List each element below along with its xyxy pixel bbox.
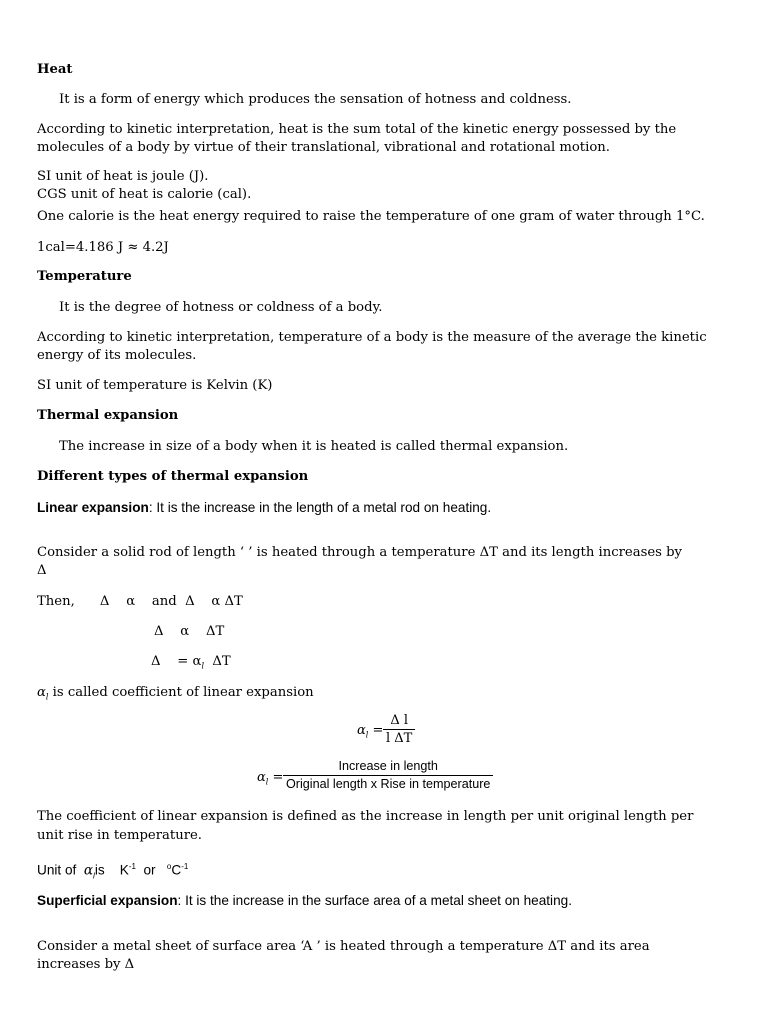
unit-prefix: Unit of	[37, 862, 84, 878]
heat-cgs-unit: CGS unit of heat is calorie (cal).	[37, 187, 252, 202]
linear-equation	[151, 653, 231, 676]
calorie-conversion: 1cal=4.186 J ≈ 4.2J	[37, 240, 169, 255]
alpha-subscript: l	[201, 661, 205, 671]
coefficient-statement	[37, 684, 314, 707]
fraction-2-lhs	[257, 770, 283, 787]
unit-kelvin: is K	[94, 862, 129, 878]
linear-expansion-definition	[37, 499, 491, 517]
alpha-subscript: l	[93, 871, 95, 881]
linear-equation-rhs: ΔT	[204, 654, 231, 669]
coefficient-unit	[37, 858, 188, 885]
unit-celsius-exponent: -1	[181, 862, 189, 871]
temperature-definition: It is the degree of hotness or coldness of a body.	[59, 300, 383, 315]
degree-symbol: o	[166, 862, 172, 871]
alpha-subscript: l	[265, 777, 269, 787]
fraction-numerator: Δ l	[390, 713, 409, 728]
linear-consider-line-1: Consider a solid rod of length ‘ ’ is heated through a temperature ΔT and its length increases by	[37, 545, 682, 560]
unit-kelvin-exponent: -1	[128, 862, 136, 871]
fraction-1-lhs	[357, 723, 383, 740]
superficial-consider-line-1: Consider a metal sheet of surface area ‘A ’ is heated through a temperature ΔT and its area	[37, 939, 650, 954]
word-fraction-denominator: Original length x Rise in temperature	[283, 775, 493, 793]
thermal-expansion-definition: The increase in size of a body when it is heated is called thermal expansion.	[59, 439, 569, 454]
heading-temperature: Temperature	[37, 269, 132, 284]
proportionality-line: Then, Δ α and Δ α ΔT	[37, 594, 243, 609]
superficial-expansion-text: : It is the increase in the surface area of a metal sheet on heating.	[177, 893, 572, 908]
equals-sign: =	[368, 723, 384, 738]
alpha-symbol: α	[257, 770, 266, 785]
calorie-definition: One calorie is the heat energy required to raise the temperature of one gram of water through 1°C.	[37, 209, 705, 224]
heat-si-unit: SI unit of heat is joule (J).	[37, 169, 209, 184]
superficial-consider-line-2: increases by Δ	[37, 957, 135, 972]
coefficient-definition-line-2: unit rise in temperature.	[37, 828, 202, 843]
heat-definition: It is a form of energy which produces the sensation of hotness and coldness.	[59, 92, 572, 107]
heading-thermal-expansion: Thermal expansion	[37, 408, 179, 423]
word-fraction-numerator: Increase in length	[338, 759, 438, 773]
coefficient-fraction	[383, 712, 415, 747]
combined-proportionality: Δ α ΔT	[154, 624, 225, 639]
unit-celsius: C	[171, 862, 182, 878]
temperature-kinetic-line-1: According to kinetic interpretation, temperature of a body is the measure of the average the kinetic	[37, 330, 707, 345]
fraction-denominator: l ΔT	[383, 729, 415, 747]
coefficient-definition-line-1: The coefficient of linear expansion is defined as the increase in length per unit original length per	[37, 809, 694, 824]
superficial-expansion-definition	[37, 892, 572, 910]
coefficient-statement-text: is called coefficient of linear expansion	[48, 685, 314, 700]
temperature-si-unit: SI unit of temperature is Kelvin (K)	[37, 378, 273, 393]
heading-types-of-expansion: Different types of thermal expansion	[37, 469, 309, 484]
alpha-symbol: α	[83, 862, 94, 879]
heat-kinetic-line-1: According to kinetic interpretation, heat is the sum total of the kinetic energy possessed by the	[37, 122, 677, 137]
linear-expansion-text: : It is the increase in the length of a metal rod on heating.	[148, 500, 492, 515]
alpha-subscript: l	[365, 730, 369, 740]
superficial-expansion-label: Superficial expansion	[37, 893, 178, 908]
heat-kinetic-line-2: molecules of a body by virtue of their translational, vibrational and rotational motion.	[37, 140, 610, 155]
alpha-subscript: l	[45, 692, 49, 702]
word-fraction	[283, 758, 493, 793]
heading-heat: Heat	[37, 62, 73, 77]
linear-expansion-label: Linear expansion	[37, 500, 149, 515]
equals-sign: =	[268, 770, 284, 785]
unit-or: or	[135, 862, 167, 878]
alpha-symbol: α	[37, 685, 46, 700]
linear-equation-lhs: Δ = α	[151, 654, 202, 669]
linear-consider-line-2: Δ	[37, 563, 47, 578]
alpha-symbol: α	[357, 723, 366, 738]
temperature-kinetic-line-2: energy of its molecules.	[37, 348, 197, 363]
